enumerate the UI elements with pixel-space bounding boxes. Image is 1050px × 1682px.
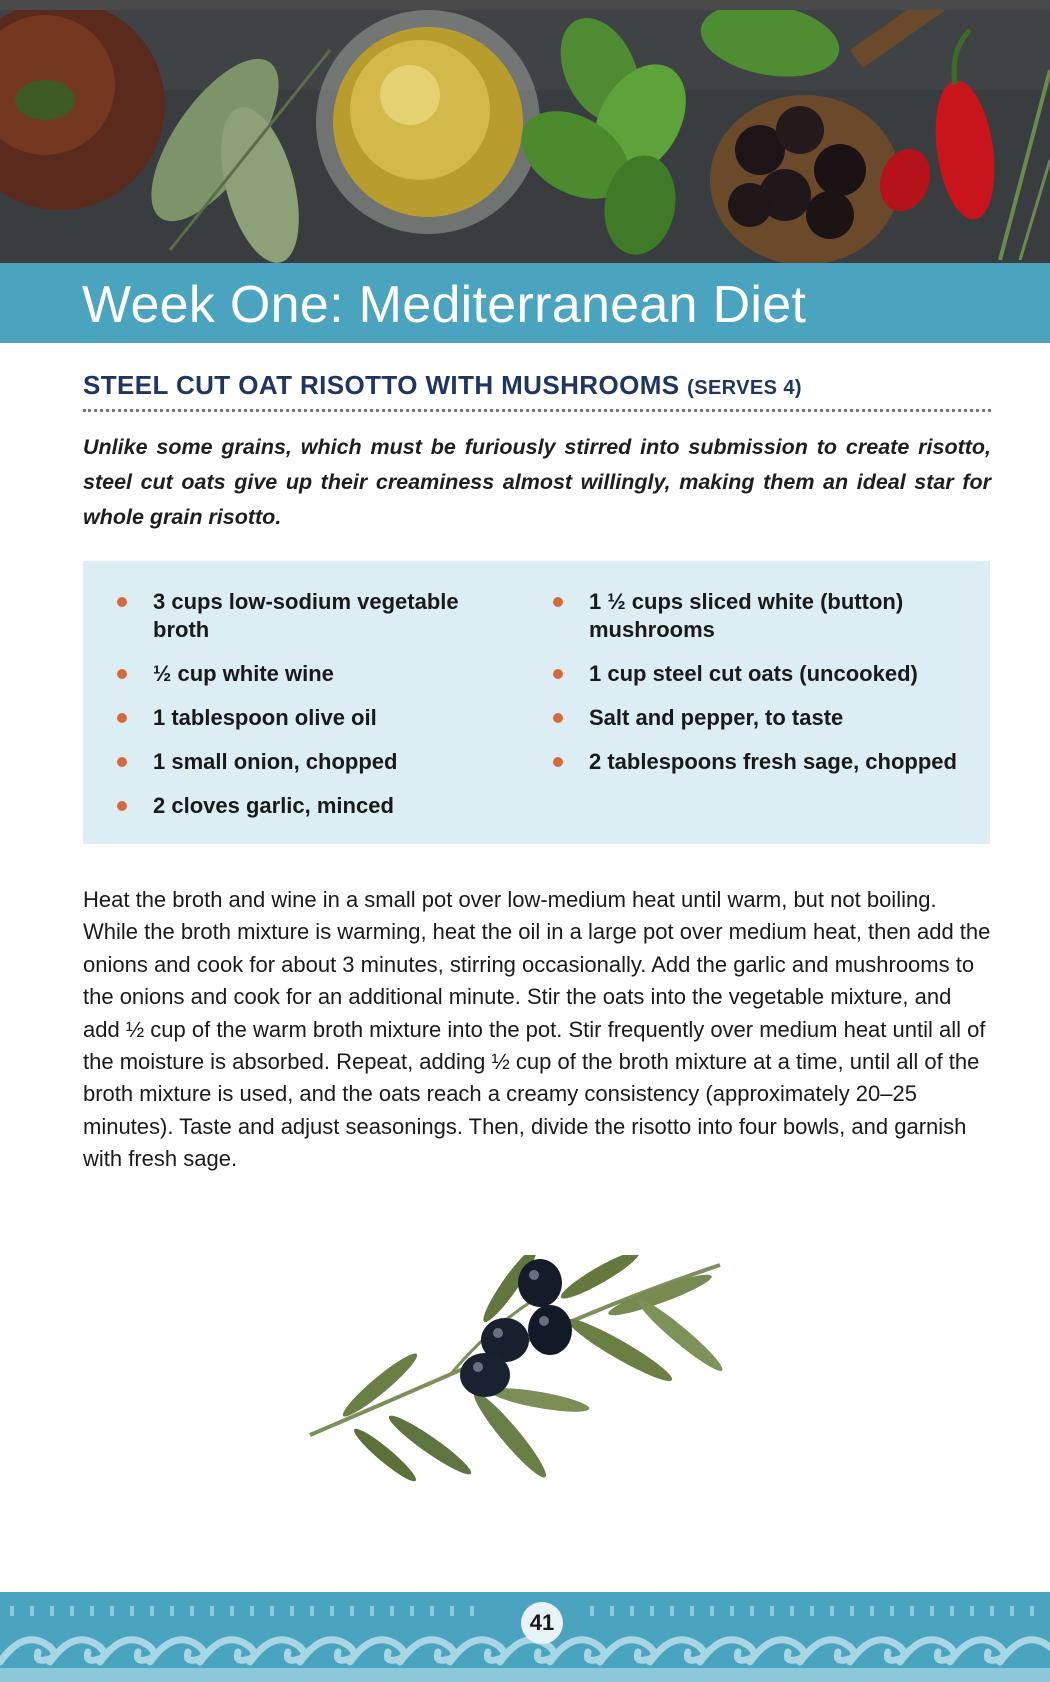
ingredient-item: 2 tablespoons fresh sage, chopped bbox=[553, 748, 973, 776]
mediterranean-ingredients-photo bbox=[0, 10, 1050, 263]
top-strip bbox=[0, 0, 1050, 10]
ingredients-list-right bbox=[553, 588, 973, 792]
ingredient-item: 1 small onion, chopped bbox=[117, 748, 517, 776]
bullet-icon bbox=[117, 801, 127, 811]
wave-pattern-icon bbox=[0, 1592, 1050, 1682]
recipe-intro: Unlike some grains, which must be furiously stirred into submission to create risotto, steel cut oats give up their creaminess almost willingly, making them an ideal star for whole grain risotto. bbox=[83, 435, 991, 529]
ingredient-item: 1 tablespoon olive oil bbox=[117, 704, 517, 732]
bullet-icon bbox=[117, 713, 127, 723]
page-title: Week One: Mediterranean Diet bbox=[82, 276, 807, 334]
bullet-icon bbox=[553, 597, 563, 607]
bullet-icon bbox=[117, 669, 127, 679]
ingredient-item: 2 cloves garlic, minced bbox=[117, 792, 517, 820]
header-photo bbox=[0, 10, 1050, 263]
bullet-icon bbox=[117, 757, 127, 767]
recipe-serves: (SERVES 4) bbox=[687, 377, 802, 399]
recipe-name: STEEL CUT OAT RISOTTO WITH MUSHROOMS bbox=[83, 370, 680, 400]
bullet-icon bbox=[117, 597, 127, 607]
bullet-icon bbox=[553, 757, 563, 767]
ingredient-item: ½ cup white wine bbox=[117, 660, 517, 688]
ingredients-list-left bbox=[117, 588, 517, 836]
page-number: 41 bbox=[521, 1602, 563, 1644]
ingredient-item: Salt and pepper, to taste bbox=[553, 704, 973, 732]
olive-branch-illustration bbox=[300, 1255, 770, 1510]
recipe-title bbox=[83, 370, 991, 412]
bullet-icon bbox=[553, 669, 563, 679]
footer-band bbox=[0, 1592, 1050, 1682]
ingredient-item: 1 cup steel cut oats (uncooked) bbox=[553, 660, 973, 688]
ingredient-item: 1 ½ cups sliced white (button) mushrooms bbox=[553, 588, 973, 644]
recipe-instructions: Heat the broth and wine in a small pot over low-medium heat until warm, but not boiling. While the broth mixture is warming, heat the oil in a large pot over medium heat, then add the onions and cook for about 3 minutes, stirring occasionally. Add the garlic and mushrooms to the onions and cook for an additional minute. Stir the oats into the vegetable mixture, and add ½ cup of the warm broth mixture into the pot. Stir frequently over medium heat until all of the moisture is absorbed. Repeat, adding ½ cup of the broth mixture at a time, until all of the broth mixture is used, and the oats reach a creamy consistency (approximately 20–25 minutes). Taste and adjust seasonings. Then, divide the risotto into four bowls, and garnish with fresh sage. bbox=[83, 887, 991, 1172]
title-band bbox=[0, 263, 1050, 343]
ingredients-box bbox=[83, 561, 990, 844]
olive-branch-icon bbox=[300, 1255, 770, 1505]
bullet-icon bbox=[553, 713, 563, 723]
ingredient-item: 3 cups low-sodium vegetable broth bbox=[117, 588, 517, 644]
